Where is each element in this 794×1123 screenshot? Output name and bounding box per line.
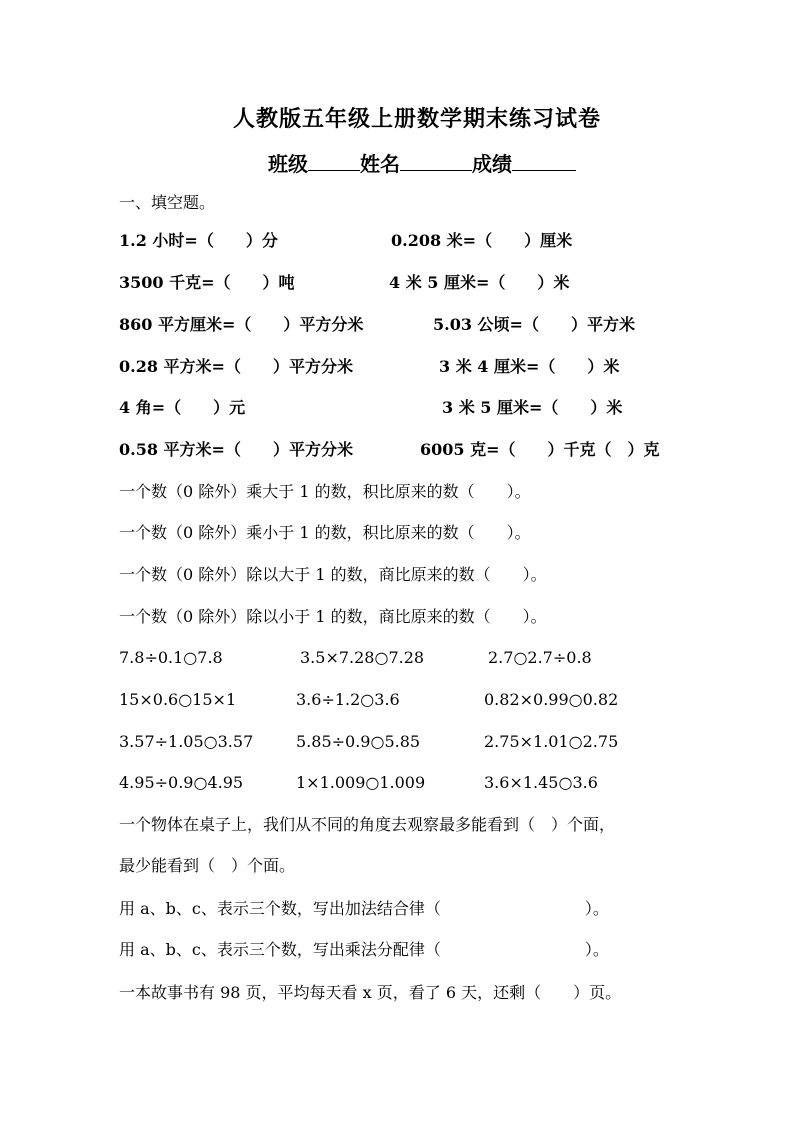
section-heading: 一、填空题。	[119, 193, 216, 212]
name-label: 姓名	[360, 152, 400, 176]
conversion-item: 0.28 平方米=（ ）平方分米	[119, 357, 353, 376]
statement: 一个数（0 除外）乘大于 1 的数，积比原来的数（ ）。	[119, 482, 531, 501]
conversion-item: 3 米 4 厘米=（ ）米	[439, 357, 620, 376]
comparison-item: 3.6×1.45○3.6	[484, 773, 598, 792]
object-question-line: 最少能看到（ ）个面。	[119, 856, 296, 875]
law-question: 用 a、b、c、表示三个数，写出乘法分配律（ ）。	[119, 940, 609, 959]
conversion-item: 4 角=（ ）元	[119, 398, 246, 417]
comparison-item: 3.57÷1.05○3.57	[119, 732, 254, 751]
statement: 一个数（0 除外）除以小于 1 的数，商比原来的数（ ）。	[119, 607, 547, 626]
object-question-line: 一个物体在桌子上，我们从不同的角度去观察最多能看到（ ）个面，	[119, 815, 616, 834]
comparison-item: 5.85÷0.9○5.85	[296, 732, 421, 751]
conversion-item: 3 米 5 厘米=（ ）米	[442, 398, 623, 417]
class-blank[interactable]	[308, 150, 360, 171]
score-label: 成绩	[472, 152, 512, 176]
conversion-item: 0.208 米=（ ）厘米	[391, 231, 573, 250]
conversion-item: 860 平方厘米=（ ）平方分米	[119, 315, 364, 334]
statement: 一个数（0 除外）除以大于 1 的数，商比原来的数（ ）。	[119, 565, 547, 584]
comparison-item: 2.75×1.01○2.75	[484, 732, 619, 751]
comparison-item: 0.82×0.99○0.82	[484, 690, 619, 709]
book-question: 一本故事书有 98 页，平均每天看 x 页，看了 6 天，还剩（ ）页。	[119, 983, 622, 1002]
conversion-item: 4 米 5 厘米=（ ）米	[389, 273, 570, 292]
class-label: 班级	[268, 152, 308, 176]
student-info-line	[268, 148, 576, 177]
comparison-item: 7.8÷0.1○7.8	[119, 648, 223, 667]
score-blank[interactable]	[512, 150, 576, 171]
conversion-item: 3500 千克=（ ）吨	[119, 273, 295, 292]
conversion-item: 6005 克=（ ）千克（ ）克	[420, 440, 660, 459]
conversion-item: 1.2 小时=（ ）分	[119, 231, 278, 250]
law-question: 用 a、b、c、表示三个数，写出加法结合律（ ）。	[119, 899, 609, 918]
conversion-item: 5.03 公顷=（ ）平方米	[433, 315, 635, 334]
comparison-item: 3.5×7.28○7.28	[300, 648, 425, 667]
comparison-item: 1×1.009○1.009	[296, 773, 426, 792]
comparison-item: 3.6÷1.2○3.6	[296, 690, 400, 709]
page-title: 人教版五年级上册数学期末练习试卷	[232, 106, 601, 132]
statement: 一个数（0 除外）乘小于 1 的数，积比原来的数（ ）。	[119, 523, 531, 542]
comparison-item: 2.7○2.7÷0.8	[488, 648, 592, 667]
name-blank[interactable]	[400, 150, 472, 171]
conversion-item: 0.58 平方米=（ ）平方分米	[119, 440, 353, 459]
comparison-item: 15×0.6○15×1	[119, 690, 237, 709]
comparison-item: 4.95÷0.9○4.95	[119, 773, 244, 792]
